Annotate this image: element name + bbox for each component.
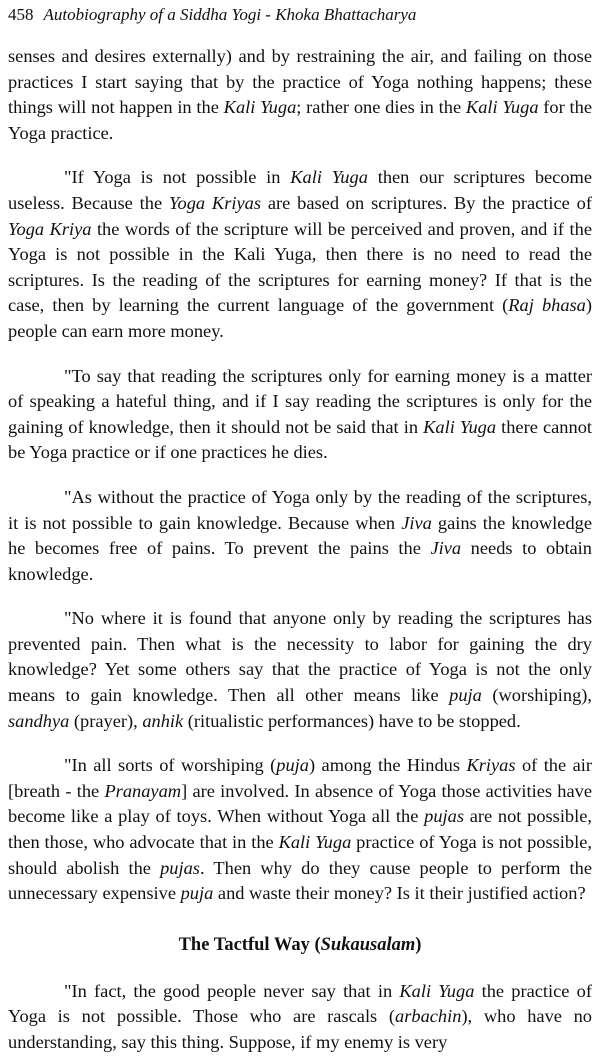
paragraph: senses and desires externally) and by restraining the air, and failing on those practices I start saying that by the practice of Yoga nothing happens; these things will not happen in the Kali Yuga; rather one dies in the Kali Yuga for the Yoga practice. xyxy=(8,46,592,143)
running-title: Autobiography of a Siddha Yogi - Khoka Bhattacharya xyxy=(43,5,417,24)
body-text xyxy=(8,44,592,907)
paragraph: "As without the practice of Yoga only by the reading of the scriptures, it is not possible to gain knowledge. Because when Jiva gains the knowledge he becomes free of pains. To prevent the pains the Jiva needs to obtain knowledge. xyxy=(8,486,592,584)
paragraph: "If Yoga is not possible in Kali Yuga then our scriptures become useless. Because the Yoga Kriyas are based on scriptures. By the practice of Yoga Kriya the words of the scripture will be perceived and proven, and if the Yoga is not possible in the Kali Yuga, then there is no need to read the scriptures. Is the reading of the scriptures for earning money? If that is the case, then by learning the current language of the government (Raj bhasa) people can earn more money. xyxy=(8,167,593,341)
paragraph: "In all sorts of worshiping (puja) among the Hindus Kriyas of the air [breath - the Pranayam] are involved. In absence of Yoga those activities have become like a play of toys. When without Yoga all the pujas are not possible, then those, who advocate that in the Kali Yuga practice of Yoga is not possible, should abolish the pujas. Then why do they cause people to perform the unnecessary expensive puja and waste their money? Is it their justified action? xyxy=(8,755,593,904)
paragraph: "No where it is found that anyone only by reading the scriptures has prevented pain. Then what is the necessity to labor for gaining the dry knowledge? Yet some others say that the practice of Yoga is not the only means to gain knowledge. Then all other means like puja (worshiping), sandhya (prayer), anhik (ritualistic performances) have to be stopped. xyxy=(8,608,592,731)
body-text-continued xyxy=(8,979,592,1056)
running-header xyxy=(8,4,592,26)
section-heading: The Tactful Way (Sukausalam) xyxy=(178,934,422,955)
page-number: 458 xyxy=(8,5,34,24)
paragraph: "To say that reading the scriptures only for earning money is a matter of speaking a hateful thing, and if I say reading the scriptures is only for the gaining of knowledge, then it should not be said that in Kali Yuga there cannot be Yoga practice or if one practices he dies. xyxy=(8,365,592,463)
paragraph: "In fact, the good people never say that in Kali Yuga the practice of Yoga is not possible. Those who are rascals (arbachin), who have no understanding, say this thing. Suppose, if my enemy is very xyxy=(8,980,592,1052)
